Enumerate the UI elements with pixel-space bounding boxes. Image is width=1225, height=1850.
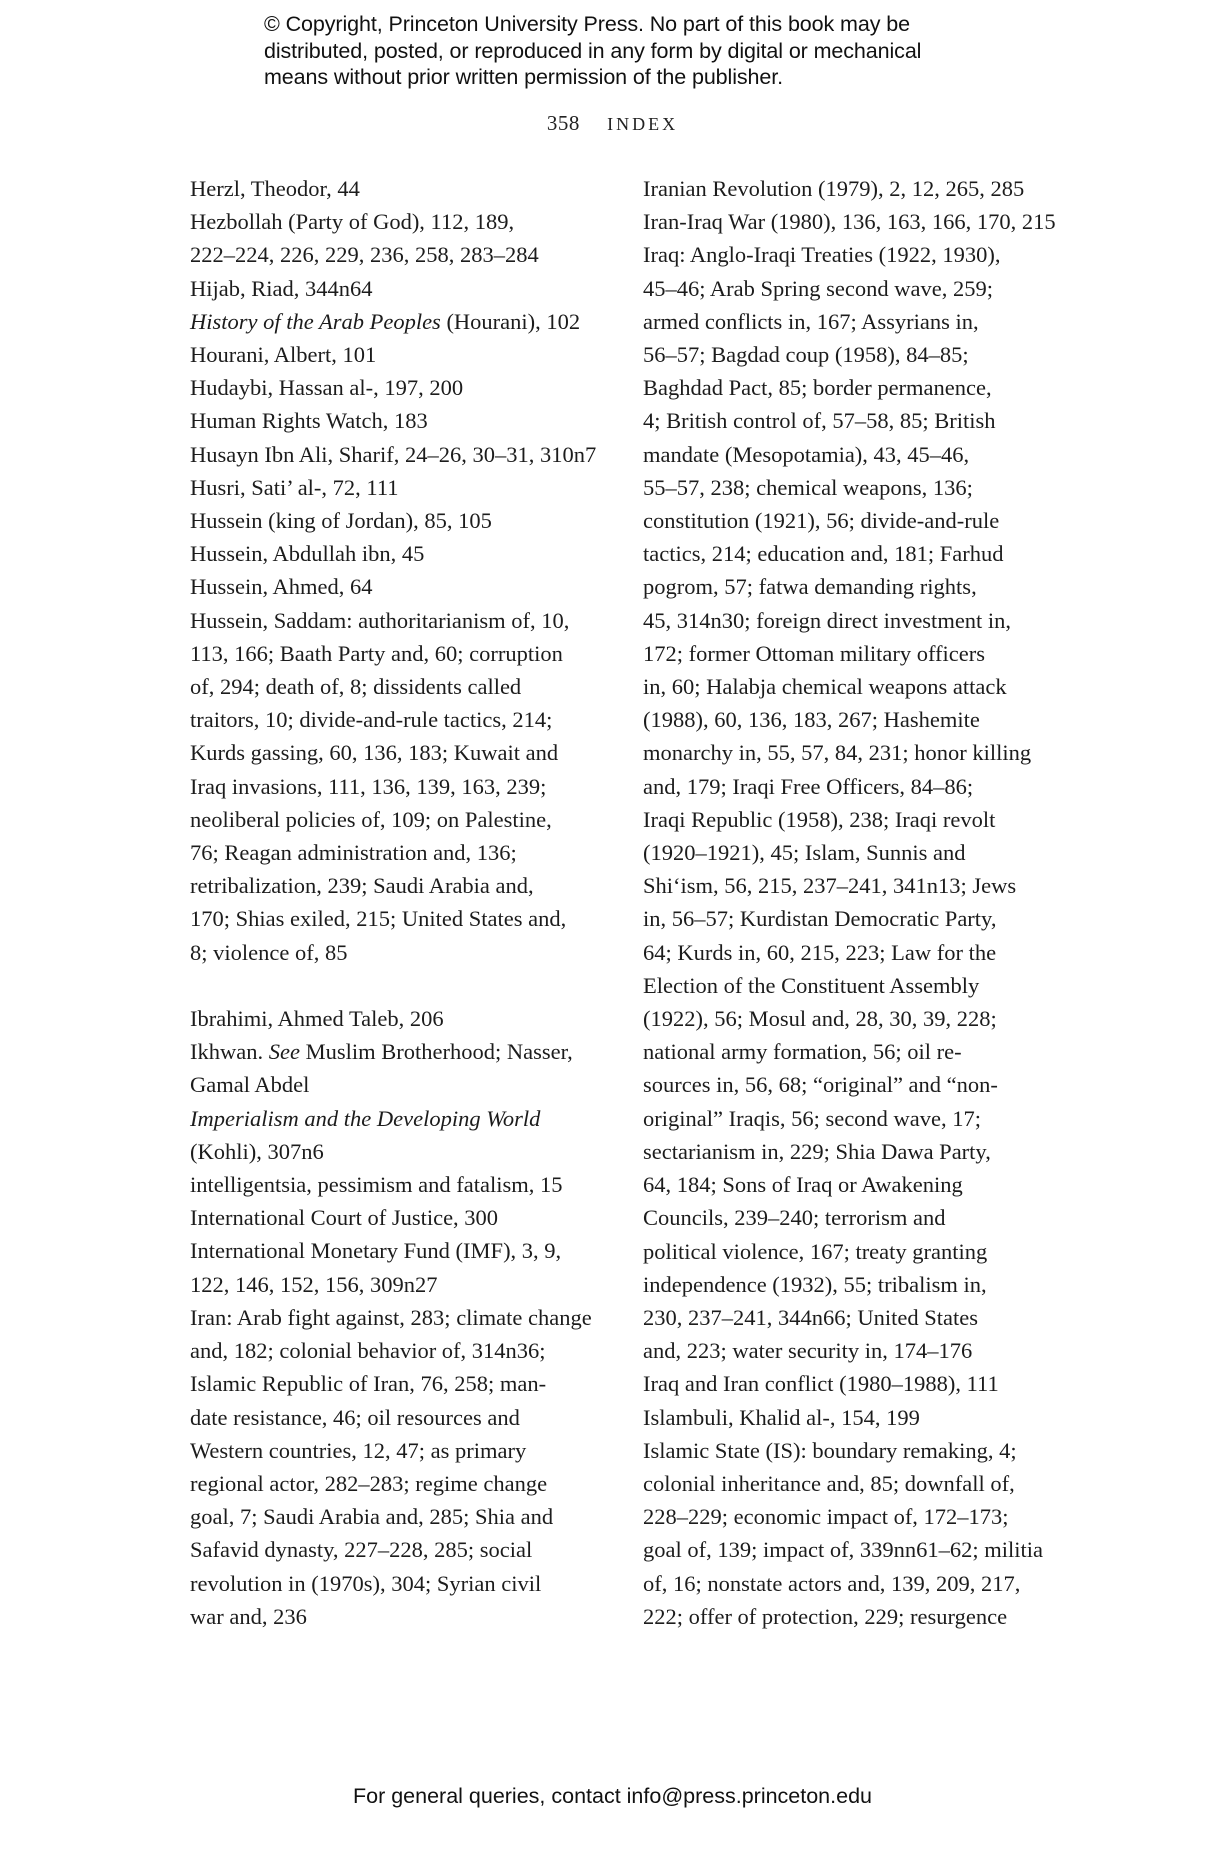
entry-line: Hussein (king of Jordan), 85, 105: [190, 508, 492, 534]
entry-line: political violence, 167; treaty granting: [643, 1238, 988, 1264]
index-entry: [190, 438, 620, 471]
entry-line: Hudaybi, Hassan al-, 197, 200: [190, 375, 464, 401]
entry-line: 4; British control of, 57–58, 85; British: [643, 408, 996, 434]
entry-line: and, 223; water security in, 174–176: [643, 1338, 973, 1364]
entry-line: Iran-Iraq War (1980), 136, 163, 166, 170, 215: [643, 209, 1056, 235]
entry-line: retribalization, 239; Saudi Arabia and,: [190, 873, 534, 899]
entry-line: regional actor, 282–283; regime change: [190, 1470, 548, 1496]
footer-contact: For general queries, contact info@press.princeton.edu: [352, 1784, 872, 1808]
entry-line: Hussein, Ahmed, 64: [190, 574, 373, 600]
entry-line: date resistance, 46; oil resources and: [190, 1404, 520, 1430]
entry-line: tactics, 214; education and, 181; Farhud: [643, 541, 1004, 567]
entry-line: Husri, Sati’ al-, 72, 111: [190, 474, 399, 500]
entry-line: Councils, 239–240; terrorism and: [643, 1205, 946, 1231]
entry-line: original” Iraqis, 56; second wave, 17;: [643, 1105, 982, 1131]
index-entry: [190, 404, 620, 437]
index-entry: [190, 471, 620, 504]
entry-text: (Hourani), 102: [440, 308, 581, 334]
entry-text: Ikhwan.: [190, 1039, 269, 1065]
entry-line: Human Rights Watch, 183: [190, 408, 428, 434]
index-entry: [190, 604, 620, 969]
index-entry: [190, 371, 620, 404]
page-number: 358: [546, 111, 580, 135]
entry-line: International Monetary Fund (IMF), 3, 9,: [190, 1238, 562, 1264]
entry-line: Ibrahimi, Ahmed Taleb, 206: [190, 1006, 444, 1032]
book-title: Imperialism and the Developing World: [190, 1105, 541, 1131]
entry-line: Hussein, Saddam: authoritarianism of, 10,: [190, 607, 570, 633]
index-entry: [643, 1401, 1078, 1434]
entry-line: Herzl, Theodor, 44: [190, 176, 360, 201]
entry-line: 228–229; economic impact of, 172–173;: [643, 1504, 1009, 1530]
entry-line: armed conflicts in, 167; Assyrians in,: [643, 308, 979, 334]
entry-line: mandate (Mesopotamia), 43, 45–46,: [643, 441, 970, 467]
entry-line: 172; former Ottoman military officers: [643, 640, 985, 666]
entry-line: 230, 237–241, 344n66; United States: [643, 1304, 978, 1330]
index-entry: [190, 1301, 620, 1633]
entry-line: (1920–1921), 45; Islam, Sunnis and: [643, 840, 966, 866]
entry-line: Western countries, 12, 47; as primary: [190, 1437, 527, 1463]
entry-line: Gamal Abdel: [190, 1072, 310, 1098]
entry-line: 113, 166; Baath Party and, 60; corruption: [190, 640, 563, 666]
entry-line: [190, 1035, 620, 1068]
entry-line: (1988), 60, 136, 183, 267; Hashemite: [643, 707, 980, 733]
index-column-right: [643, 172, 1078, 1633]
entry-line: Iraq: Anglo-Iraqi Treaties (1922, 1930),: [643, 242, 1001, 268]
entry-line: Safavid dynasty, 227–228, 285; social: [190, 1537, 533, 1563]
entry-line: Hijab, Riad, 344n64: [190, 275, 373, 301]
entry-line: (1922), 56; Mosul and, 28, 30, 39, 228;: [643, 1006, 997, 1032]
entry-line: Hezbollah (Party of God), 112, 189,: [190, 209, 515, 235]
running-head: [0, 111, 1225, 136]
entry-line: 222–224, 226, 229, 236, 258, 283–284: [190, 242, 539, 268]
entry-line: Baghdad Pact, 85; border permanence,: [643, 375, 992, 401]
entry-line: of, 294; death of, 8; dissidents called: [190, 674, 522, 700]
index-entry: [190, 272, 620, 305]
entry-line: pogrom, 57; fatwa demanding rights,: [643, 574, 977, 600]
entry-line: goal of, 139; impact of, 339nn61–62; militia: [643, 1537, 1043, 1563]
index-entry: [190, 1168, 620, 1201]
index-entry: [190, 1002, 620, 1035]
entry-line: 45–46; Arab Spring second wave, 259;: [643, 275, 993, 301]
entry-line: Iranian Revolution (1979), 2, 12, 265, 285: [643, 176, 1025, 201]
entry-line: 55–57, 238; chemical weapons, 136;: [643, 474, 973, 500]
section-title: INDEX: [607, 114, 679, 134]
entry-line: International Court of Justice, 300: [190, 1205, 499, 1231]
entry-line: Iraqi Republic (1958), 238; Iraqi revolt: [643, 806, 996, 832]
index-entry: [643, 238, 1078, 1367]
index-entry: [190, 504, 620, 537]
entry-line: sectarianism in, 229; Shia Dawa Party,: [643, 1138, 991, 1164]
index-entry: [643, 1434, 1078, 1633]
entry-line: 76; Reagan administration and, 136;: [190, 840, 517, 866]
entry-line: Husayn Ibn Ali, Sharif, 24–26, 30–31, 310n7: [190, 441, 597, 467]
entry-line: neoliberal policies of, 109; on Palestine,: [190, 806, 552, 832]
entry-line: war and, 236: [190, 1603, 307, 1629]
index-entry: [190, 537, 620, 570]
entry-line: Kurds gassing, 60, 136, 183; Kuwait and: [190, 740, 559, 766]
entry-text: Muslim Brotherhood; Nasser,: [299, 1039, 573, 1065]
copyright-line: distributed, posted, or reproduced in any form by digital or mechanical: [264, 38, 922, 63]
entry-line: Islambuli, Khalid al-, 154, 199: [643, 1404, 920, 1430]
entry-line: 122, 146, 152, 156, 309n27: [190, 1271, 438, 1297]
entry-line: of, 16; nonstate actors and, 139, 209, 217,: [643, 1570, 1021, 1596]
entry-line: 45, 314n30; foreign direct investment in,: [643, 607, 1012, 633]
index-entry: [190, 1102, 620, 1168]
entry-line: Islamic State (IS): boundary remaking, 4;: [643, 1437, 1017, 1463]
entry-line: traitors, 10; divide-and-rule tactics, 214;: [190, 707, 553, 733]
entry-line: national army formation, 56; oil re-: [643, 1039, 962, 1065]
entry-line: [190, 305, 620, 338]
entry-line: intelligentsia, pessimism and fatalism, 15: [190, 1172, 563, 1198]
entry-line: (Kohli), 307n6: [190, 1138, 324, 1164]
entry-line: independence (1932), 55; tribalism in,: [643, 1271, 987, 1297]
entry-line: colonial inheritance and, 85; downfall of,: [643, 1470, 1015, 1496]
index-entry: [190, 338, 620, 371]
entry-line: goal, 7; Saudi Arabia and, 285; Shia and: [190, 1504, 554, 1530]
copyright-line: means without prior written permission of the publisher.: [264, 65, 784, 89]
entry-line: 8; violence of, 85: [190, 939, 348, 965]
entry-line: Iraq invasions, 111, 136, 139, 163, 239;: [190, 773, 547, 799]
entry-line: in, 56–57; Kurdistan Democratic Party,: [643, 906, 997, 932]
index-entry: [643, 172, 1078, 205]
entry-line: [190, 1102, 620, 1135]
entry-line: Shi‘ism, 56, 215, 237–241, 341n13; Jews: [643, 873, 1017, 899]
entry-line: constitution (1921), 56; divide-and-rule: [643, 508, 1000, 534]
book-title: History of the Arab Peoples: [190, 308, 441, 334]
entry-line: 64; Kurds in, 60, 215, 223; Law for the: [643, 939, 997, 965]
index-entry: [190, 205, 620, 271]
index-column-left: [190, 172, 620, 1633]
index-entry: [190, 1234, 620, 1300]
entry-line: Election of the Constituent Assembly: [643, 972, 980, 998]
entry-line: 56–57; Bagdad coup (1958), 84–85;: [643, 342, 969, 368]
entry-line: Hourani, Albert, 101: [190, 342, 377, 368]
entry-line: Iraq and Iran conflict (1980–1988), 111: [643, 1371, 999, 1397]
index-entry: [190, 172, 620, 205]
entry-line: 170; Shias exiled, 215; United States and,: [190, 906, 567, 932]
see-reference: See: [268, 1039, 300, 1065]
entry-line: sources in, 56, 68; “original” and “non-: [643, 1072, 998, 1098]
entry-line: and, 179; Iraqi Free Officers, 84–86;: [643, 773, 974, 799]
entry-line: Iran: Arab fight against, 283; climate change: [190, 1304, 592, 1330]
letter-group-gap: [190, 969, 620, 1002]
entry-line: Islamic Republic of Iran, 76, 258; man-: [190, 1371, 547, 1397]
index-entry: [190, 570, 620, 603]
entry-line: 64, 184; Sons of Iraq or Awakening: [643, 1172, 963, 1198]
entry-line: 222; offer of protection, 229; resurgence: [643, 1603, 1008, 1629]
entry-line: and, 182; colonial behavior of, 314n36;: [190, 1338, 546, 1364]
index-entry: [190, 1201, 620, 1234]
index-entry: [190, 305, 620, 338]
entry-line: Hussein, Abdullah ibn, 45: [190, 541, 425, 567]
copyright-notice: [264, 11, 1024, 91]
copyright-line: © Copyright, Princeton University Press. No part of this book may be: [264, 12, 910, 36]
index-entry: [190, 1035, 620, 1101]
index-entry: [643, 205, 1078, 238]
entry-line: in, 60; Halabja chemical weapons attack: [643, 674, 1007, 700]
entry-line: revolution in (1970s), 304; Syrian civil: [190, 1570, 542, 1596]
index-entry: [643, 1367, 1078, 1400]
entry-line: monarchy in, 55, 57, 84, 231; honor killing: [643, 740, 1032, 766]
